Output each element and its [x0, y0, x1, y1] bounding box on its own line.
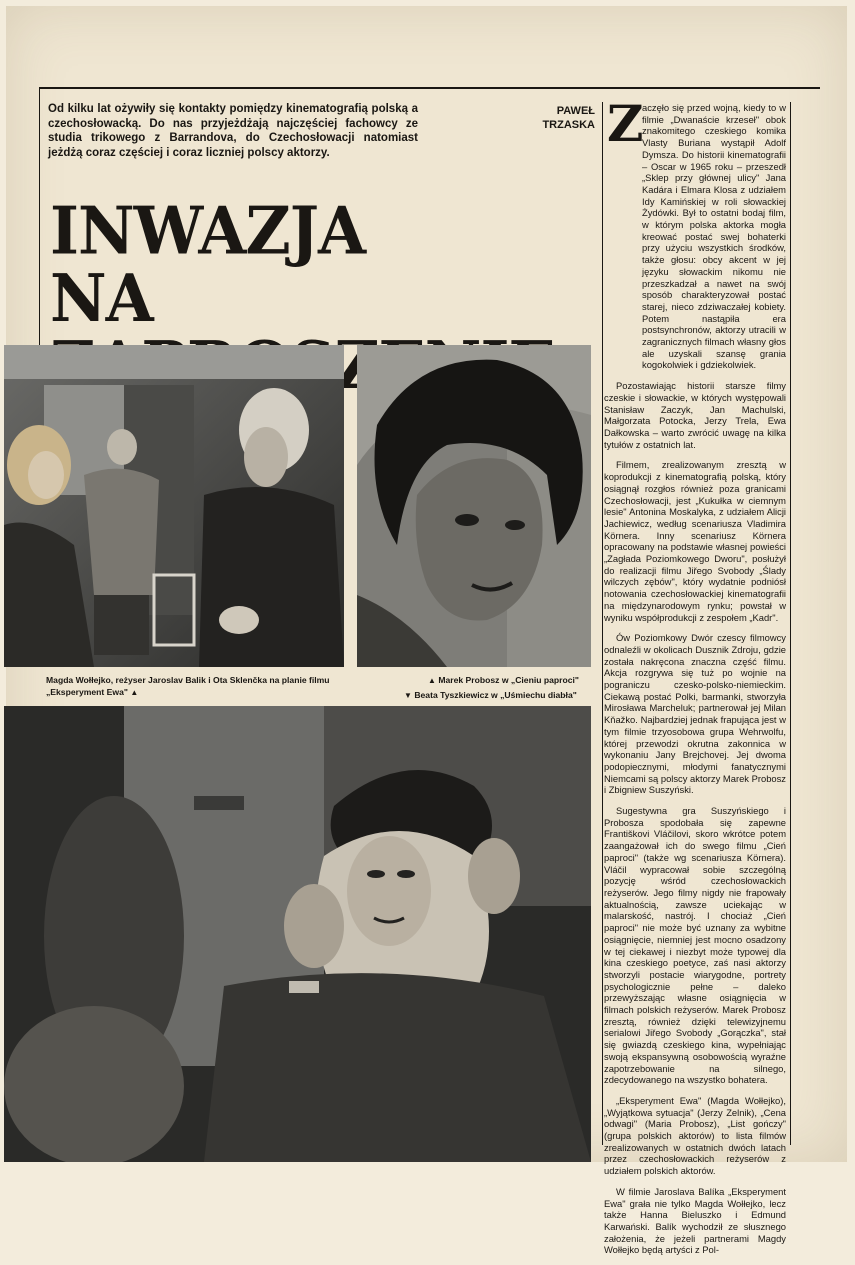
article-paragraph-5: Sugestywna gra Suszyńskiego i Probosza spodobała się zapewne Františkovi Vláčilovi, skoro wkrótce potem zaangażował ich do swego filmu „Cień paproci" (także wg scenariusza Körnera). Vláčil wypracował sobie szczególną pozycję wśród czechosłowackich reżyserów. Jego filmy nigdy nie frapowały aktualnością, zawsze uciekając w malarskość, nastrój. I chociaż „Cień paproci" nie może być uznany za wybitne osiągnięcie, niemniej jest mocno osadzony w tej ciekawej i niezbyt może typowej dla kina czeskiego poetyce, zaś nasi aktorzy stworzyli postacie wiarygodne, portrety psychologicznie pełne – daleko przewyższając własne osiągnięcia w filmach polskich reżyserów. Marek Probosz zresztą, również dzięki telewizyjnemu serialowi Jiřego Svobody „Gorączka", stał się gwiazdą czeskiego kina, wypełniając swoją ekspansywną osobowością wyraźne zapotrzebowanie na silnego, zdecydowanego na wszystko bohatera. — [604, 805, 786, 1086]
article-paragraph-2: Pozostawiając historii starsze filmy czeskie i słowackie, w których występowali Stanisław Zaczyk, Jan Machulski, Małgorzata Potocka, Jerzy Trela, Ewa Dałkowska – warto zwrócić uwagę na kilka tytułów z ostatnich lat. — [604, 380, 786, 450]
caption-photo-1-text: Magda Wołłejko, reżyser Jaroslav Balik i Ota Sklenčka na planie filmu „Eksperyment Ewa" — [46, 675, 330, 697]
author-last-name: TRZASKA — [542, 119, 595, 131]
drop-cap: Z — [607, 94, 644, 153]
caption-photo-2 — [428, 674, 598, 687]
headline-line-2: NA — [50, 259, 153, 337]
caption-photo-3 — [404, 689, 604, 702]
author-first-name: PAWEŁ — [556, 105, 595, 117]
article-paragraph-1: aczęło się przed wojną, kiedy to w filmie „Dwanaście krzeseł" obok znakomitego czeskiego komika Vlasty Buriana wystąpił Adolf Dymsza. Do historii kinematografii – Oscar w 1965 roku – przeszedł „Sklep przy głównej ulicy" Jana Kadára i Elmara Klosa z udziałem Idy Kamińskiej w roli słowackiej Żydówki. Był to ostatni bodaj film, w którym polska aktorka mogła kreować postać swej bohaterki przy użyciu wszystkich środków, także głosu: obcy akcent w jej języku słowackim nikomu nie przeszkadzał a nawet na swój sposób charakteryzował postać starej, nieco zdziwaczałej kobiety. Potem nastąpiła era postsynchronów, aktorzy utracili w zagranicznych filmach własny głos ale uzyskali szansę grania kogokolwiek i gdziekolwiek. — [642, 102, 786, 371]
left-rule — [39, 89, 40, 349]
caption-photo-1 — [46, 674, 346, 699]
caption-photo-3-text: Beata Tyszkiewicz w „Uśmiechu diabła" — [414, 690, 577, 700]
photo-marek-probosz — [357, 345, 591, 667]
caption-photo-2-text: Marek Probosz w „Cieniu paproci" — [438, 675, 579, 685]
article-paragraph-3: Filmem, zrealizowanym zresztą w koprodukcji z kinematografią polską, który osiągnął rozgłos również poza granicami Czechosłowacji, jest „Kukułka w ciemnym lesie" Antonina Moskalyka, z udziałem Alicji Jachiewicz, według scenariusza Vladimira Körnera. Inny scenariusz Körnera opracowany na podstawie własnej powieści „Zagłada Poziomkowego Dworu", posłużył do realizacji filmu Jiřego Svobody „Ślady wilczych zębów", który wydatnie podniósł notowania czechosłowackiej kinematografii na międzynarodowym rynku; powstał w wyniku współprodukcji z zespołem „Kadr". — [604, 459, 786, 623]
photo-film-set — [4, 345, 344, 667]
arrow-down-left-icon: ▼ — [404, 691, 412, 700]
article-paragraph-7: W filmie Jaroslava Balíka „Eksperyment Ewa" grała nie tylko Magda Wołłejko, lecz także Hanna Bieluszko i Edmund Karwański. Balík wychodził ze słusznego założenia, że jeżeli partnerami Magdy Wołłejko będą artyści z Pol- — [604, 1185, 786, 1256]
magazine-page — [6, 6, 847, 1256]
top-rule — [39, 87, 820, 89]
article-paragraph-4: Ów Poziomkowy Dwór czescy filmowcy odnaleźli w okolicach Dusznik Zdroju, gdzie została nakręcona znaczna część filmu. Akcja rozgrywa się tuż po wojnie na pograniczu czesko-polsko-niemieckim. Ciekawą postać Polki, barmanki, stworzyła Mirosława Marcheluk; partnerował jej Milan Kňažko. Najbardziej jednak frapująca jest w tym filmie trzyosobowa grupa Wehrwolfu, której przewodzi okrutna zakonnica w wykonaniu Jany Brejchovej. Jej dwoma podopiecznymi, młodymi fanatycznymi Niemcami są polscy aktorzy Marek Probosz i Zbigniew Suszyński. — [604, 632, 786, 796]
arrow-up-left-icon: ▲ — [428, 676, 436, 685]
column-rule-left — [602, 102, 603, 1145]
column-rule-right — [790, 102, 791, 1145]
lead-paragraph: Od kilku lat ożywiły się kontakty pomiędzy kinematografią polską a czechosłowacką. Do nas przyjeżdżają najczęściej fachowcy ze studia trikowego z Barrandova, do Czechosłowacji natomiast jeżdżą coraz częściej i coraz liczniej polscy aktorzy. — [48, 103, 418, 159]
article-paragraph-6: „Eksperyment Ewa" (Magda Wołłejko), „Wyjątkowa sytuacja" (Jerzy Zelnik), „Cena odwagi" (Maria Probosz), „List gończy" (grupa polskich aktorów) to lista filmów zrealizowanych w ostatnich dwóch latach przez czechosłowackich reżyserów z udziałem polskich aktorów. — [604, 1094, 786, 1177]
arrow-up-right-icon: ▲ — [130, 688, 139, 697]
article-body — [604, 94, 786, 1265]
headline-line-1: INWAZJA — [50, 192, 366, 270]
author-byline — [521, 104, 595, 132]
photo-beata-tyszkiewicz — [4, 706, 591, 1162]
